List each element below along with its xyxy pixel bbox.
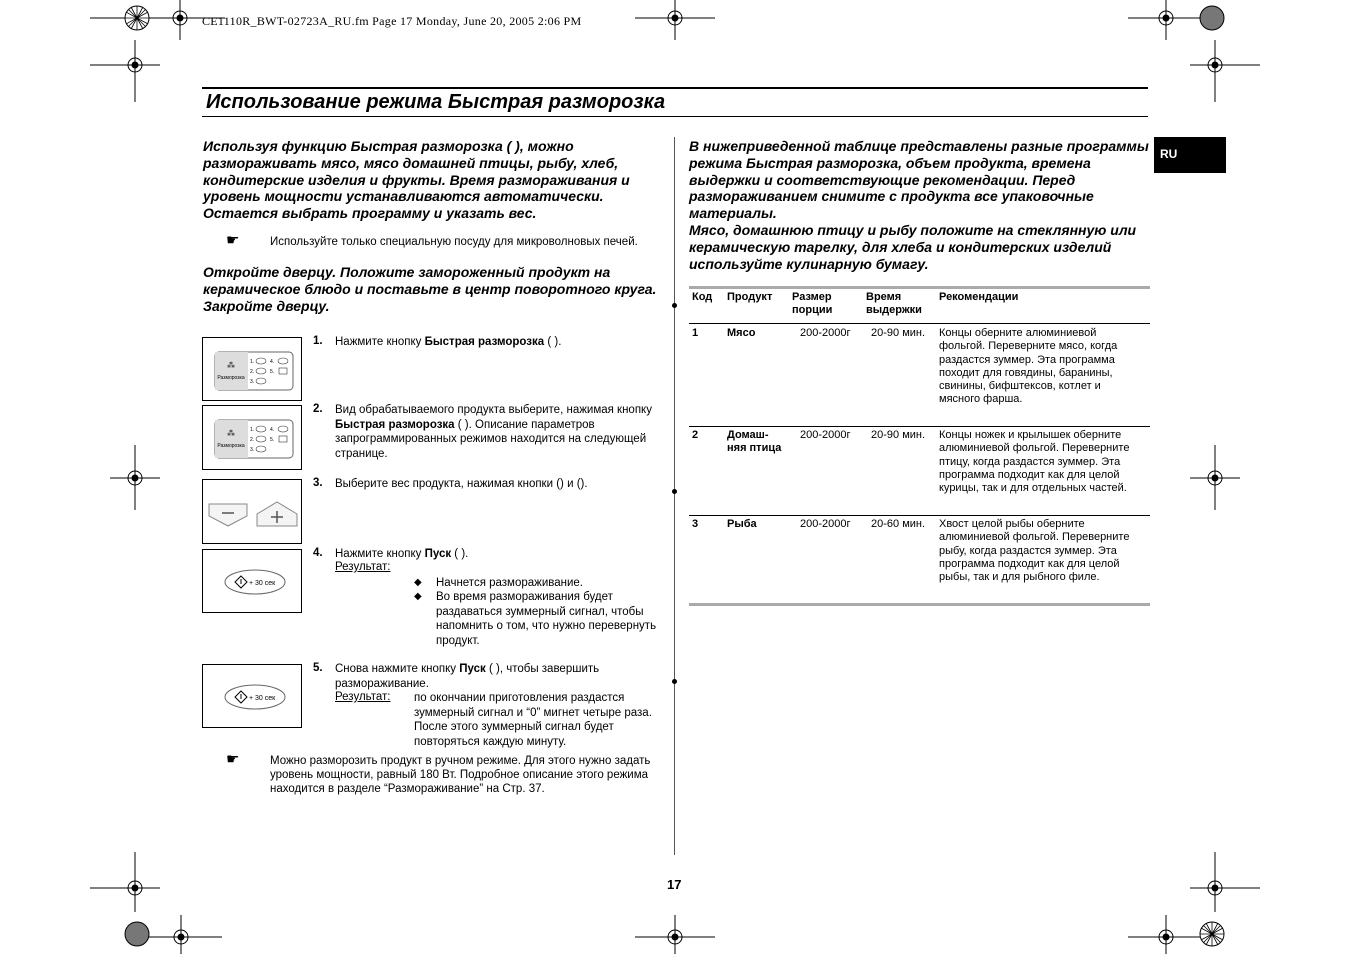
start-button-icon [203, 550, 301, 612]
defrost-panel-icon [203, 406, 301, 469]
table-header-code: Код [692, 291, 713, 303]
svg-text:⁂: ⁂ [227, 429, 235, 438]
start-button-illustration-1 [202, 549, 302, 613]
svg-text:⁂: ⁂ [227, 361, 235, 370]
table-cell-product: Мясо [727, 327, 756, 339]
table-cell-code: 2 [692, 429, 699, 441]
table-cell-time: 20-90 мин. [871, 429, 926, 441]
table-cell-recommendation: Концы оберните алюминиевой фольгой. Переверните мясо, когда раздастся зуммер. Эта программа походит для говядины, баранины, свинины, бифштексов, котлет и мясного фарша. [939, 327, 1118, 406]
title-rule-bottom [202, 116, 1148, 117]
table-cell-product: Рыба [727, 518, 757, 530]
table-header-product: Продукт [727, 291, 773, 303]
table-cell-portion: 200-2000г [800, 327, 851, 339]
svg-text:4.: 4. [270, 359, 275, 365]
step-1-text: Нажмите кнопку Быстрая разморозка ( ). [335, 336, 562, 348]
result-label: Результат: [335, 561, 391, 573]
step-number: 5. [313, 662, 323, 674]
language-tab-label: RU [1160, 147, 1178, 161]
table-row-rule [689, 515, 1150, 516]
language-tab [1154, 137, 1226, 173]
intro-text: Используя функцию Быстрая разморозка ( ), можно размораживать мясо, мясо домашней птицы, рыбу, хлеб, кондитерские изделия и фрукты. Время размораживания и уровень мощности устанавливаются автоматически. Остается выбрать программу и указать вес. [203, 138, 630, 222]
result-label: Результат: [335, 691, 391, 703]
pointing-hand-icon: ☛ [226, 232, 240, 249]
title-rule-top [202, 87, 1148, 89]
weight-buttons-illustration [202, 479, 302, 544]
step-number: 2. [313, 403, 323, 415]
table-cell-code: 3 [692, 518, 699, 530]
table-cell-product: Домаш-няя птица [727, 429, 782, 455]
page-number: 17 [667, 877, 682, 892]
table-header-time: Время выдержки [866, 291, 922, 316]
svg-text:5.: 5. [270, 437, 275, 443]
start-button-icon [203, 665, 301, 727]
panel-label: Разморозка [217, 375, 245, 381]
table-cell-portion: 200-2000г [800, 518, 851, 530]
step-number: 4. [313, 547, 323, 559]
pointing-hand-icon: ☛ [226, 751, 240, 768]
table-cell-time: 20-60 мин. [871, 518, 926, 530]
start-panel-label: + 30 сек [249, 580, 276, 587]
svg-text:2.: 2. [250, 369, 255, 375]
start-panel-label: + 30 сек [249, 695, 276, 702]
step-5-result: по окончании приготовления раздастся зуммерный сигнал и “0” мигнет четыре раза. После этого зуммерный сигнал будет повторяться каждую минуту. [414, 692, 652, 748]
result-item: ◆ Во время размораживания будет раздаваться зуммерный сигнал, чтобы напомнить о том, что нужно перевернуть продукт. [414, 591, 657, 647]
table-intro [689, 138, 1149, 272]
step-4-text: Нажмите кнопку Пуск ( ). [335, 548, 469, 560]
panel-label: Разморозка [217, 443, 245, 449]
divider-dot [672, 679, 677, 684]
divider-dot [672, 489, 677, 494]
file-header: CE1110R_BWT-02723A_RU.fm Page 17 Monday, June 20, 2005 2:06 PM [202, 14, 582, 28]
note-manual-defrost: Можно разморозить продукт в ручном режиме. Для этого нужно задать уровень мощности, равный 180 Вт. Подробное описание этого режима находится в разделе “Размораживание” на Стр. 37. [270, 755, 651, 795]
step-5-text: Снова нажмите кнопку Пуск ( ), чтобы завершить размораживание. [335, 663, 600, 690]
start-button-illustration-2 [202, 664, 302, 728]
column-divider [674, 137, 675, 855]
table-cell-recommendation: Концы ножек и крылышек оберните алюминиевой фольгой. Переверните птицу, когда раздастся зуммер. Эта программа подходит как для целой курицы, так и для отдельных частей. [939, 429, 1130, 495]
step-3-text: Выберите вес продукта, нажимая кнопки () и (). [335, 478, 588, 490]
svg-text:3.: 3. [250, 447, 255, 453]
table-bottom-rule [689, 603, 1150, 606]
table-cell-time: 20-90 мин. [871, 327, 926, 339]
step-number: 1. [313, 335, 323, 347]
table-header-portion: Размер порции [792, 291, 833, 316]
table-header-recommendations: Рекомендации [939, 291, 1019, 303]
control-panel-illustration-2 [202, 405, 302, 470]
instruction-text: Откройте дверцу. Положите замороженный продукт на керамическое блюдо и поставьте в центр поворотного круга. Закройте дверцу. [203, 264, 657, 314]
table-intro-paragraph-1: В нижеприведенной таблице представлены разные программы режима Быстрая разморозка, объем продукта, времена выдержки и соответствующие рекомендации. Перед размораживанием снимите с продукта все упаковочные материалы. [689, 138, 1149, 222]
svg-text:3.: 3. [250, 379, 255, 385]
divider-dot [672, 303, 677, 308]
table-top-rule [689, 286, 1150, 289]
svg-text:4.: 4. [270, 427, 275, 433]
step-number: 3. [313, 477, 323, 489]
weight-arrows-icon [203, 480, 301, 543]
svg-text:1.: 1. [250, 359, 255, 365]
table-row-rule [689, 426, 1150, 427]
table-cell-portion: 200-2000г [800, 429, 851, 441]
note-cookware: Используйте только специальную посуду для микроволновых печей. [270, 236, 638, 248]
step-2-text: Вид обрабатываемого продукта выберите, нажимая кнопку Быстрая разморозка ( ). Описание параметров запрограммированных режимов находится на следующей странице. [335, 404, 652, 460]
table-cell-recommendation: Хвост целой рыбы оберните алюминиевой фольгой. Переверните рыбу, когда раздастся зуммер. Эта программа подходит как для целой рыбы, так и для рыбного филе. [939, 518, 1130, 584]
defrost-panel-icon [203, 338, 301, 400]
table-intro-paragraph-2: Мясо, домашнюю птицу и рыбу положите на стеклянную или керамическую тарелку, для хлеба и кондитерских изделий используйте кулинарную бумагу. [689, 221, 1137, 272]
svg-text:1.: 1. [250, 427, 255, 433]
control-panel-illustration-1 [202, 337, 302, 401]
page-title: Использование режима Быстрая разморозка [206, 91, 666, 113]
result-item: ◆ Начнется размораживание. [414, 577, 584, 589]
svg-text:5.: 5. [270, 369, 275, 375]
svg-text:2.: 2. [250, 437, 255, 443]
table-cell-code: 1 [692, 327, 699, 339]
table-header-rule [689, 323, 1150, 324]
